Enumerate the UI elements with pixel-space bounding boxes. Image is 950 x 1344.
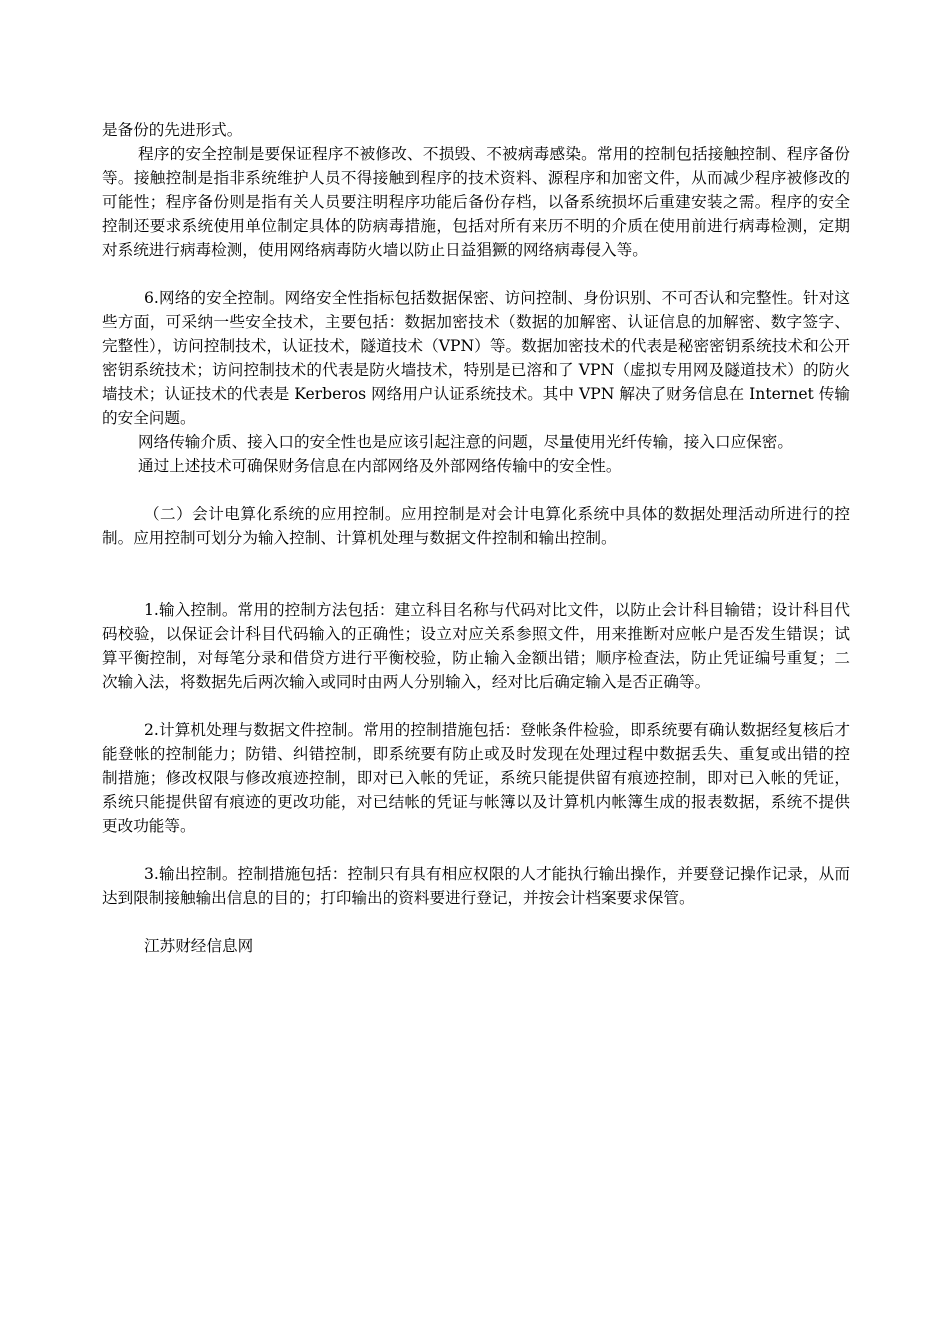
paragraph-application-control: （二）会计电算化系统的应用控制。应用控制是对会计电算化系统中具体的数据处理活动所进行的控制。应用控制可划分为输入控制、计算机处理与数据文件控制和输出控制。 bbox=[102, 505, 850, 547]
paragraph-spacer bbox=[102, 550, 850, 598]
paragraph-program-security: 程序的安全控制是要保证程序不被修改、不损毁、不被病毒感染。常用的控制包括接触控制、程序备份等。接触控制是指非系统维护人员不得接触到程序的技术资料、源程序和加密文件，从而减少程序被修改的可能性；程序备份则是指有关人员要注明程序功能后备份存档，以备系统损坏后重建安装之需。程序的安全控制还要求系统使用单位制定具体的防病毒措施，包括对所有来历不明的介质在使用前进行病毒检测，定期对系统进行病毒检测，使用网络病毒防火墙以防止日益猖獗的网络病毒侵入等。 bbox=[102, 145, 850, 259]
paragraph-transmission-media: 网络传输介质、接入口的安全性也是应该引起注意的问题，尽量使用光纤传输，接入口应保密。 bbox=[138, 433, 793, 451]
paragraph-spacer bbox=[102, 910, 850, 934]
paragraph-security-summary: 通过上述技术可确保财务信息在内部网络及外部网络传输中的安全性。 bbox=[138, 457, 622, 475]
paragraph-output-control: 3.输出控制。控制措施包括：控制只有具有相应权限的人才能执行输出操作，并要登记操作记录，从而达到限制接触输出信息的目的；打印输出的资料要进行登记，并按会计档案要求保管。 bbox=[102, 865, 850, 907]
paragraph-processing-control: 2.计算机处理与数据文件控制。常用的控制措施包括：登帐条件检验，即系统要有确认数据经复核后才能登帐的控制能力；防错、纠错控制，即系统要有防止或及时发现在处理过程中数据丢失、重复或出错的控制措施；修改权限与修改痕迹控制，即对已入帐的凭证，系统只能提供留有痕迹控制，即对已入帐的凭证，系统只能提供留有痕迹的更改功能，对已结帐的凭证与帐簿以及计算机内帐簿生成的报表数据，系统不提供更改功能等。 bbox=[102, 721, 850, 835]
paragraph-input-control: 1.输入控制。常用的控制方法包括：建立科目名称与代码对比文件，以防止会计科目输错；设计科目代码校验，以保证会计科目代码输入的正确性；设立对应关系参照文件，用来推断对应帐户是否发生错误；试算平衡控制，对每笔分录和借贷方进行平衡校验，防止输入金额出错；顺序检查法，防止凭证编号重复；二次输入法，将数据先后两次输入或同时由两人分别输入，经对比后确定输入是否正确等。 bbox=[102, 601, 850, 691]
paragraph-spacer bbox=[102, 838, 850, 862]
paragraph-spacer bbox=[102, 694, 850, 718]
paragraph-network-security: 6.网络的安全控制。网络安全性指标包括数据保密、访问控制、身份识别、不可否认和完整性。针对这些方面，可采纳一些安全技术，主要包括：数据加密技术（数据的加解密、认证信息的加解密、数字签字、完整性），访问控制技术，认证技术，隧道技术（VPN）等。数据加密技术的代表是秘密密钥系统技术和公开密钥系统技术；访问控制技术的代表是防火墙技术，特别是已溶和了 VPN（虚拟专用网及隧道技术）的防火墙技术；认证技术的代表是 Kerberos 网络用户认证系统技术。其中 VPN 解决了财务信息在 Internet 传输的安全问题。 bbox=[102, 289, 850, 427]
paragraph-spacer bbox=[102, 478, 850, 502]
paragraph-backup-continuation: 是备份的先进形式。 bbox=[102, 121, 243, 139]
paragraph-spacer bbox=[102, 262, 850, 286]
document-body bbox=[102, 118, 850, 958]
source-attribution: 江苏财经信息网 bbox=[144, 937, 254, 955]
